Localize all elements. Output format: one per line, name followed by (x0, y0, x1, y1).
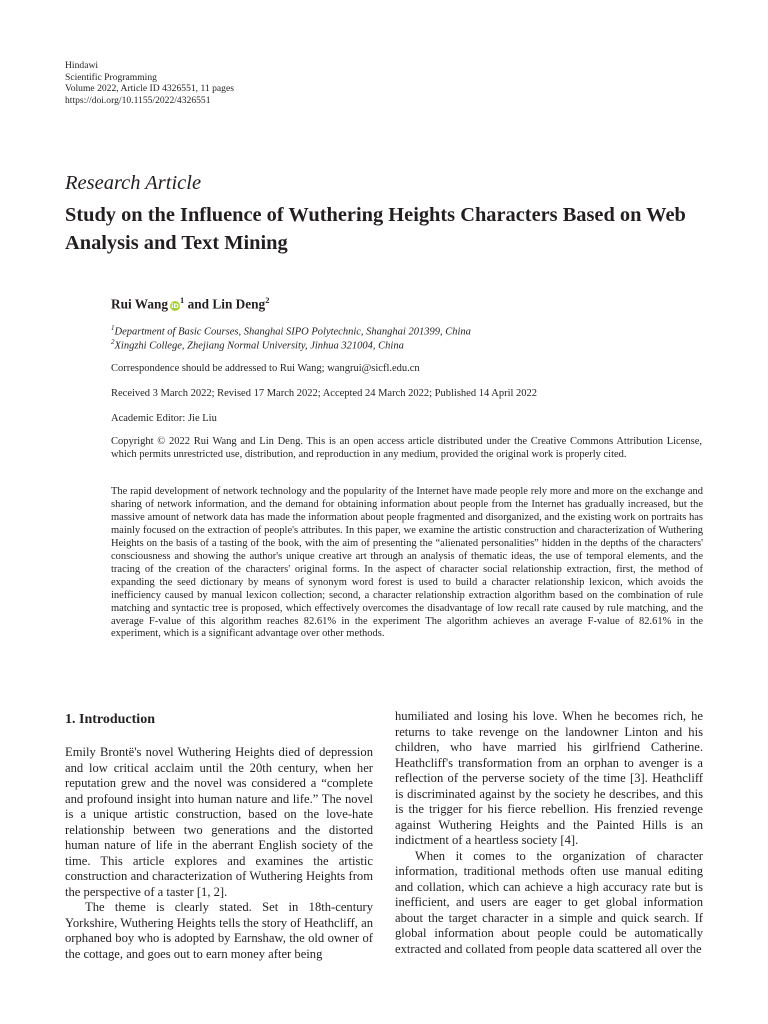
body-paragraph: When it comes to the organization of character information, traditional methods often use manual editing and collation, which can achieve a high accuracy rate but is inefficient, and users are eager to get global information about the target character in a simple and quick search. If global information about people could be automatically extracted and collated from people data scattered all over the (395, 848, 703, 956)
author-line (111, 291, 711, 313)
affiliation (111, 336, 711, 353)
article-type: Research Article (65, 172, 202, 194)
affiliation-sup: 1 (111, 324, 115, 332)
paper-title: Study on the Influence of Wuthering Heights Characters Based on Web Analysis and Text Mining (65, 204, 686, 254)
body-paragraph: humiliated and losing his love. When he becomes rich, he returns to take revenge on the landowner Linton and his children, who have married his girlfriend Catherine. Heathcliff's transformation from an orphan to avenger is a reflection of the perverse society of the time [3]. Heathcliff is discriminated against by the society he describes, and this is the trigger for his fierce rebellion. His frenzied revenge against Wuthering Heights and the Painted Hills is an indictment of a heartless society [4]. (395, 709, 703, 847)
academic-editor: Academic Editor: Jie Liu (111, 413, 217, 424)
abstract: The rapid development of network technology and the popularity of the Internet have made people rely more and more on the exchange and sharing of network information, and the demand for obtaining information about people from the Internet has gradually increased, but the massive amount of network data has made the information about people fragmented and disorganized, and the existing work on portraits has mainly focused on the extraction of people's attributes. In this paper, we examine the artistic construction and characterization of Wuthering Heights on the basis of a tasting of the book, with the aim of presenting the “alienated personalities” hidden in the depths of the characters' consciousness and showing the author's unique creative art through an analysis of thematic ideas, the use of temporal elements, and the tracing of the creation of the characters' original forms. In the aspect of character social relationship extraction, first, the method of expanding the seed dictionary by means of synonym word forest is used to build a character relationship lexicon, which avoids the inefficiency caused by manual lexicon collection; second, a character relationship extraction algorithm based on the combination of rule matching and syntactic tree is proposed, which effectively overcomes the disadvantage of low recall rate caused by rule matching, and the average F-value of this algorithm reaches 82.61% in the experiment The algorithm achieves an average F-value of 82.61% in the experiment, which is a significant advantage over other methods. (111, 486, 703, 640)
volume-line: Volume 2022, Article ID 4326551, 11 pages (65, 83, 234, 95)
author-conjunction: and (184, 296, 213, 312)
body-paragraph: The theme is clearly stated. Set in 18th-century Yorkshire, Wuthering Heights tells the story of Heathcliff, an orphaned boy who is adopted by Earnshaw, the old owner of the cottage, and goes out to earn money after being (65, 900, 373, 961)
author-affil-sup: 2 (265, 295, 270, 305)
publication-dates: Received 3 March 2022; Revised 17 March 2022; Accepted 24 March 2022; Published 14 April 2022 (111, 388, 538, 399)
affiliation-text: Department of Basic Courses, Shanghai SIPO Polytechnic, Shanghai 201399, China (114, 326, 471, 338)
body-column-right (395, 709, 703, 957)
masthead (65, 60, 234, 106)
body-paragraph: Emily Brontë's novel Wuthering Heights died of depression and low critical acclaim until the 20th century, when her reputation grew and the novel was considered a “complete and profound insight into human nature and life.” The novel is a unique artistic construction, based on the love-hate relationship between two generations and the distorted human nature of life in the aberrant English society of the time. This article explores and examines the artistic construction and characterization of Wuthering Heights from the perspective of a taster [1, 2]. (65, 745, 373, 899)
author-name[interactable]: Lin Deng (212, 296, 266, 312)
affiliation-text: Xingzhi College, Zhejiang Normal University, Jinhua 321004, China (114, 340, 404, 352)
author-affil-sup: 1 (180, 295, 185, 305)
journal-name: Scientific Programming (65, 71, 157, 83)
copyright-notice: Copyright © 2022 Rui Wang and Lin Deng. This is an open access article distributed under the Creative Commons Attribution License, which permits unrestricted use, distribution, and reproduction in any medium, provided the original work is properly cited. (111, 436, 702, 461)
body-column-left (65, 704, 373, 962)
doi-link[interactable]: https://doi.org/10.1155/2022/4326551 (65, 94, 211, 106)
correspondence: Correspondence should be addressed to Rui Wang; wangrui@sicfl.edu.cn (111, 363, 420, 374)
orcid-icon[interactable]: iD (171, 302, 179, 311)
affiliation-sup: 2 (111, 338, 115, 346)
section-heading: 1. Introduction (65, 712, 155, 727)
publisher-name: Hindawi (65, 60, 99, 71)
author-name[interactable]: Rui Wang (111, 296, 169, 312)
